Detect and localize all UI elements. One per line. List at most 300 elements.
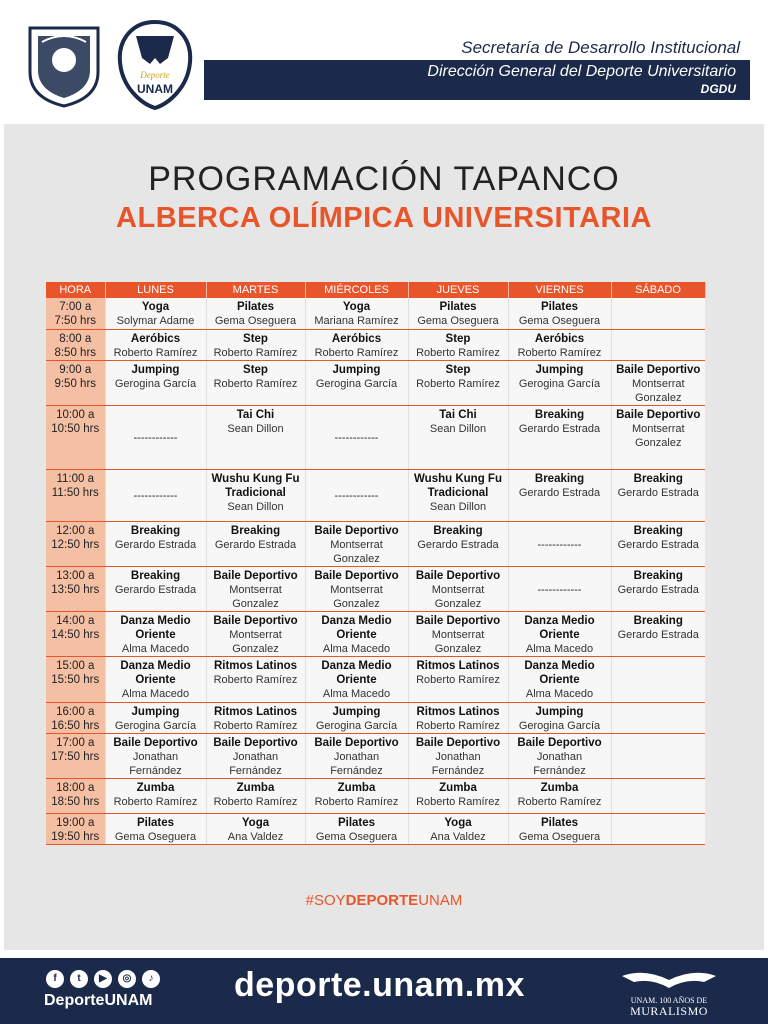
instructor-name: Gerogina García — [114, 377, 197, 390]
class-cell — [105, 702, 206, 733]
class-cell — [206, 778, 305, 813]
class-cell — [611, 521, 705, 566]
hour-text: 15:50 hrs — [51, 673, 100, 686]
puma-logo-icon — [112, 18, 198, 112]
instructor-name: Fernández — [431, 764, 485, 777]
hour-text: 18:00 a — [56, 781, 95, 794]
instructor-name: Gonzalez — [434, 642, 482, 655]
activity-name: Baile Deportivo — [314, 569, 399, 582]
class-cell — [105, 733, 206, 778]
class-cell — [408, 702, 508, 733]
instructor-name: Montserrat — [330, 583, 383, 596]
instructor-name: Montserrat — [431, 628, 485, 641]
hour-text: 10:50 hrs — [51, 422, 100, 435]
class-cell — [206, 702, 305, 733]
class-cell — [206, 611, 305, 656]
instructor-name: Montserrat — [631, 422, 685, 435]
no-class-dash: ------------ — [133, 490, 178, 502]
activity-name: Danza Medio Oriente — [321, 659, 392, 686]
class-cell — [508, 405, 611, 469]
page-title: PROGRAMACIÓN TAPANCO — [148, 160, 620, 198]
class-cell — [611, 469, 705, 521]
class-cell — [611, 778, 705, 813]
class-cell — [408, 778, 508, 813]
instructor-name: Roberto Ramírez — [416, 673, 500, 686]
hour-text: 17:50 hrs — [51, 750, 100, 763]
youtube-icon[interactable]: ▶ — [94, 970, 112, 988]
class-cell — [105, 469, 206, 521]
no-class-dash: ------------ — [537, 583, 582, 596]
activity-name: Wushu Kung Fu Tradicional — [414, 472, 502, 499]
class-cell — [305, 360, 408, 405]
column-header-0: HORA — [46, 282, 105, 298]
instructor-name: Roberto Ramírez — [416, 377, 500, 390]
class-cell — [206, 329, 305, 360]
class-cell — [105, 405, 206, 469]
class-cell — [206, 521, 305, 566]
schedule-row — [46, 329, 705, 360]
schedule-row — [46, 656, 705, 702]
activity-name: Breaking — [534, 472, 585, 485]
hour-text: 9:00 a — [59, 363, 92, 376]
instructor-name: Sean Dillon — [429, 500, 487, 513]
hour-cell — [46, 733, 105, 778]
hour-text: 11:50 hrs — [51, 486, 99, 499]
class-cell — [305, 329, 408, 360]
eagle-emblem-icon — [614, 966, 724, 996]
activity-name: Yoga — [141, 301, 170, 313]
activity-name: Baile Deportivo — [213, 569, 298, 582]
activity-name: Baile Deportivo — [314, 736, 399, 749]
activity-name: Yoga — [241, 816, 270, 829]
hashtag-pre: #SOY — [305, 892, 346, 909]
instructor-name: Roberto Ramírez — [416, 795, 500, 808]
class-cell — [408, 329, 508, 360]
hour-text: 14:00 a — [56, 614, 95, 627]
instructor-name: Montserrat — [330, 538, 383, 551]
class-cell — [508, 778, 611, 813]
class-cell — [206, 469, 305, 521]
hour-cell — [46, 813, 105, 844]
instructor-name: Gerardo Estrada — [617, 538, 699, 551]
activity-name: Pilates — [136, 816, 175, 829]
class-cell — [305, 813, 408, 844]
instructor-name: Gonzalez — [333, 597, 380, 610]
hour-text: 15:00 a — [56, 659, 95, 672]
activity-name: Jumping — [131, 363, 180, 376]
instructor-name: Jonathan — [435, 750, 481, 763]
activity-name: Jumping — [332, 705, 381, 718]
class-cell — [206, 360, 305, 405]
activity-name: Jumping — [131, 705, 180, 718]
activity-name: Baile Deportivo — [314, 524, 399, 537]
class-cell — [305, 566, 408, 611]
instructor-name: Alma Macedo — [121, 642, 190, 655]
activity-name: Baile Deportivo — [616, 408, 701, 421]
class-cell — [408, 733, 508, 778]
hour-text: 16:00 a — [56, 705, 95, 718]
class-cell — [408, 360, 508, 405]
instructor-name: Roberto Ramírez — [213, 346, 298, 359]
instructor-name: Roberto Ramírez — [416, 719, 500, 732]
instructor-name: Montserrat — [229, 628, 282, 641]
hour-cell — [46, 656, 105, 702]
instructor-name: Gerardo Estrada — [114, 583, 197, 596]
activity-name: Breaking — [130, 569, 181, 582]
facebook-icon[interactable]: f — [46, 970, 64, 988]
instructor-name: Gonzalez — [333, 552, 380, 565]
activity-name: Zumba — [540, 781, 579, 794]
hour-text: 13:00 a — [56, 569, 95, 582]
hour-text: 9:50 hrs — [54, 377, 97, 390]
social-handle: DeporteUNAM — [44, 992, 153, 1009]
schedule-row — [46, 566, 705, 611]
direccion-label: Dirección General del Deporte Universitario — [427, 63, 736, 80]
logo-name-text: UNAM — [137, 82, 173, 96]
instructor-name: Gerogina García — [114, 719, 197, 732]
instructor-name: Gerardo Estrada — [617, 486, 699, 499]
schedule-row — [46, 521, 705, 566]
instructor-name: Roberto Ramírez — [113, 795, 198, 808]
hour-text: 18:50 hrs — [51, 795, 100, 808]
class-cell — [105, 566, 206, 611]
schedule-row — [46, 733, 705, 778]
hour-cell — [46, 360, 105, 405]
activity-name: Ritmos Latinos — [213, 705, 298, 718]
instructor-name: Gema Oseguera — [114, 830, 197, 843]
hour-text: 14:50 hrs — [51, 628, 100, 641]
instructor-name: Roberto Ramírez — [314, 346, 399, 359]
class-cell — [408, 469, 508, 521]
hour-text: 16:50 hrs — [51, 719, 100, 732]
class-cell — [508, 702, 611, 733]
hashtag — [0, 892, 768, 909]
class-cell — [611, 566, 705, 611]
activity-name: Zumba — [236, 781, 275, 794]
instructor-name: Fernández — [129, 764, 182, 777]
instructor-name: Gonzalez — [635, 436, 682, 449]
instructor-name: Gerardo Estrada — [617, 628, 699, 641]
tiktok-icon[interactable]: ♪ — [142, 970, 160, 988]
hour-cell — [46, 329, 105, 360]
muralismo-logo — [614, 966, 724, 1018]
no-class-dash: ------------ — [334, 432, 379, 444]
instructor-name: Gema Oseguera — [518, 830, 601, 843]
activity-name: Tai Chi — [236, 408, 275, 421]
activity-name: Baile Deportivo — [213, 614, 298, 627]
instructor-name: Jonathan — [132, 750, 179, 763]
hour-text: 13:50 hrs — [51, 583, 100, 596]
schedule-row — [46, 611, 705, 656]
website-url[interactable]: deporte.unam.mx — [234, 966, 525, 1004]
instructor-name: Roberto Ramírez — [213, 795, 298, 808]
instructor-name: Fernández — [229, 764, 282, 777]
instructor-name: Gema Oseguera — [214, 315, 297, 327]
instructor-name: Alma Macedo — [322, 642, 391, 655]
activity-name: Zumba — [136, 781, 175, 794]
muralismo-line2: MURALISMO — [630, 1004, 708, 1018]
schedule-table — [46, 282, 706, 845]
instructor-name: Montserrat — [431, 583, 485, 596]
activity-name: Step — [445, 363, 471, 376]
activity-name: Pilates — [337, 816, 376, 829]
activity-name: Aeróbics — [534, 332, 585, 345]
activity-name: Ritmos Latinos — [213, 659, 298, 672]
schedule-header-row — [46, 282, 705, 298]
logo-script-text: Deporte — [140, 70, 170, 80]
social-icons — [46, 970, 160, 988]
class-cell — [105, 778, 206, 813]
instructor-name: Roberto Ramírez — [213, 673, 298, 686]
instructor-name: Gonzalez — [434, 597, 482, 610]
class-cell — [408, 298, 508, 329]
class-cell — [305, 656, 408, 702]
instructor-name: Gerardo Estrada — [518, 486, 601, 499]
activity-name: Step — [243, 363, 268, 376]
hashtag-bold: DEPORTE — [345, 892, 419, 909]
class-cell — [105, 521, 206, 566]
instructor-name: Roberto Ramírez — [213, 377, 298, 390]
hour-text: 7:50 hrs — [54, 315, 97, 327]
class-cell — [508, 469, 611, 521]
no-class-dash: ------------ — [537, 538, 582, 551]
instructor-name: Gerardo Estrada — [518, 422, 601, 435]
class-cell — [508, 813, 611, 844]
activity-name: Danza Medio Oriente — [524, 659, 595, 686]
instructor-name: Gerardo Estrada — [417, 538, 499, 551]
dgdu-sigla: DGDU — [700, 82, 736, 96]
activity-name: Pilates — [236, 301, 275, 313]
class-cell — [305, 778, 408, 813]
instructor-name: Gonzalez — [232, 597, 279, 610]
class-cell — [408, 405, 508, 469]
instructor-name: Gema Oseguera — [417, 315, 499, 327]
class-cell — [305, 298, 408, 329]
instructor-name: Gerardo Estrada — [617, 583, 699, 596]
hour-text: 11:00 a — [56, 472, 94, 485]
instructor-name: Fernández — [330, 764, 383, 777]
activity-name: Danza Medio Oriente — [120, 614, 191, 641]
unam-shield-icon — [24, 22, 104, 108]
activity-name: Breaking — [130, 524, 181, 537]
class-cell — [305, 611, 408, 656]
class-cell — [611, 702, 705, 733]
activity-name: Baile Deportivo — [213, 736, 298, 749]
hour-cell — [46, 521, 105, 566]
schedule-row — [46, 702, 705, 733]
class-cell — [206, 733, 305, 778]
hour-text: 17:00 a — [56, 736, 95, 749]
instructor-name: Alma Macedo — [525, 642, 594, 655]
activity-name: Aeróbics — [130, 332, 181, 345]
activity-name: Baile Deportivo — [415, 614, 501, 627]
instructor-name: Ana Valdez — [430, 830, 486, 843]
activity-name: Wushu Kung Fu Tradicional — [211, 472, 300, 499]
class-cell — [408, 813, 508, 844]
activity-name: Breaking — [230, 524, 281, 537]
instructor-name: Gerogina García — [315, 377, 398, 390]
class-cell — [305, 469, 408, 521]
instructor-name: Gerogina García — [315, 719, 398, 732]
activity-name: Pilates — [540, 816, 579, 829]
instructor-name: Gerogina García — [518, 377, 601, 390]
hour-text: 8:50 hrs — [54, 346, 97, 359]
hour-cell — [46, 405, 105, 469]
class-cell — [305, 733, 408, 778]
instructor-name: Jonathan — [232, 750, 279, 763]
hour-cell — [46, 611, 105, 656]
activity-name: Step — [243, 332, 268, 345]
column-header-6: SÁBADO — [611, 282, 705, 298]
schedule-row — [46, 469, 705, 521]
deporte-unam-logo — [112, 18, 198, 112]
class-cell — [408, 521, 508, 566]
instructor-name: Jonathan — [333, 750, 380, 763]
hour-text: 8:00 a — [59, 332, 92, 345]
activity-name: Breaking — [633, 524, 683, 537]
activity-name: Breaking — [633, 614, 683, 627]
class-cell — [105, 298, 206, 329]
instructor-name: Montserrat — [631, 377, 685, 390]
hour-text: 12:00 a — [56, 524, 95, 537]
activity-name: Tai Chi — [439, 408, 477, 421]
class-cell — [508, 656, 611, 702]
activity-name: Danza Medio Oriente — [524, 614, 595, 641]
hour-text: 19:50 hrs — [51, 830, 100, 843]
activity-name: Jumping — [535, 363, 584, 376]
instructor-name: Jonathan — [536, 750, 583, 763]
class-cell — [105, 813, 206, 844]
class-cell — [508, 360, 611, 405]
class-cell — [305, 521, 408, 566]
column-header-2: MARTES — [206, 282, 305, 298]
activity-name: Breaking — [633, 569, 683, 582]
instructor-name: Alma Macedo — [322, 687, 391, 700]
class-cell — [206, 298, 305, 329]
schedule-row — [46, 778, 705, 813]
class-cell — [408, 566, 508, 611]
activity-name: Jumping — [332, 363, 381, 376]
instructor-name: Mariana Ramírez — [314, 315, 399, 327]
class-cell — [508, 329, 611, 360]
activity-name: Breaking — [433, 524, 483, 537]
class-cell — [105, 360, 206, 405]
activity-name: Pilates — [439, 301, 477, 313]
instructor-name: Roberto Ramírez — [314, 795, 399, 808]
class-cell — [408, 656, 508, 702]
instructor-name: Alma Macedo — [525, 687, 594, 700]
instructor-name: Ana Valdez — [227, 830, 284, 843]
page-subtitle: ALBERCA OLÍMPICA UNIVERSITARIA — [116, 202, 652, 234]
activity-name: Baile Deportivo — [415, 569, 501, 582]
class-cell — [105, 329, 206, 360]
instagram-icon[interactable]: ◎ — [118, 970, 136, 988]
instructor-name: Gerardo Estrada — [114, 538, 197, 551]
class-cell — [105, 656, 206, 702]
schedule-row — [46, 360, 705, 405]
twitter-icon[interactable]: t — [70, 970, 88, 988]
class-cell — [408, 611, 508, 656]
class-cell — [206, 656, 305, 702]
activity-name: Step — [445, 332, 471, 345]
hashtag-post: UNAM — [418, 892, 463, 909]
class-cell — [508, 611, 611, 656]
instructor-name: Gema Oseguera — [315, 830, 398, 843]
activity-name: Zumba — [439, 781, 477, 794]
class-cell — [305, 702, 408, 733]
column-header-4: JUEVES — [408, 282, 508, 298]
instructor-name: Gerardo Estrada — [214, 538, 297, 551]
instructor-name: Roberto Ramírez — [113, 346, 198, 359]
class-cell — [611, 298, 705, 329]
schedule-row — [46, 298, 705, 329]
hour-cell — [46, 566, 105, 611]
activity-name: Aeróbics — [331, 332, 382, 345]
activity-name: Baile Deportivo — [517, 736, 602, 749]
class-cell — [508, 733, 611, 778]
dgdu-bar — [204, 60, 750, 100]
instructor-name: Gonzalez — [232, 642, 279, 655]
class-cell — [611, 656, 705, 702]
activity-name: Breaking — [534, 408, 585, 421]
activity-name: Baile Deportivo — [113, 736, 198, 749]
muralismo-line1: UNAM. 100 AÑOS DE — [630, 996, 708, 1005]
class-cell — [305, 405, 408, 469]
instructor-name: Sean Dillon — [429, 422, 487, 435]
activity-name: Zumba — [337, 781, 376, 794]
class-cell — [611, 360, 705, 405]
class-cell — [611, 329, 705, 360]
activity-name: Baile Deportivo — [616, 363, 701, 376]
activity-name: Yoga — [444, 816, 472, 829]
hour-cell — [46, 778, 105, 813]
activity-name: Ritmos Latinos — [416, 659, 500, 672]
instructor-name: Roberto Ramírez — [213, 719, 298, 732]
activity-name: Baile Deportivo — [415, 736, 501, 749]
hour-cell — [46, 702, 105, 733]
instructor-name: Fernández — [533, 764, 586, 777]
class-cell — [206, 813, 305, 844]
class-cell — [206, 566, 305, 611]
activity-name: Danza Medio Oriente — [120, 659, 191, 686]
class-cell — [611, 405, 705, 469]
instructor-name: Roberto Ramírez — [517, 346, 602, 359]
column-header-5: VIERNES — [508, 282, 611, 298]
instructor-name: Solymar Adame — [116, 315, 195, 327]
column-header-1: LUNES — [105, 282, 206, 298]
instructor-name: Gonzalez — [635, 391, 682, 404]
class-cell — [508, 566, 611, 611]
footer — [0, 958, 768, 1024]
instructor-name: Roberto Ramírez — [416, 346, 500, 359]
class-cell — [105, 611, 206, 656]
hour-text: 12:50 hrs — [51, 538, 100, 551]
instructor-name: Montserrat — [229, 583, 282, 596]
hour-text: 10:00 a — [56, 408, 95, 421]
instructor-name: Sean Dillon — [227, 500, 284, 513]
instructor-name: Sean Dillon — [227, 422, 284, 435]
instructor-name: Alma Macedo — [121, 687, 190, 700]
activity-name: Danza Medio Oriente — [321, 614, 392, 641]
hour-cell — [46, 298, 105, 329]
no-class-dash: ------------ — [133, 432, 178, 444]
class-cell — [611, 813, 705, 844]
hour-text: 19:00 a — [56, 816, 95, 829]
class-cell — [611, 611, 705, 656]
secretaria-label: Secretaría de Desarrollo Institucional — [461, 38, 740, 57]
class-cell — [611, 733, 705, 778]
class-cell — [206, 405, 305, 469]
